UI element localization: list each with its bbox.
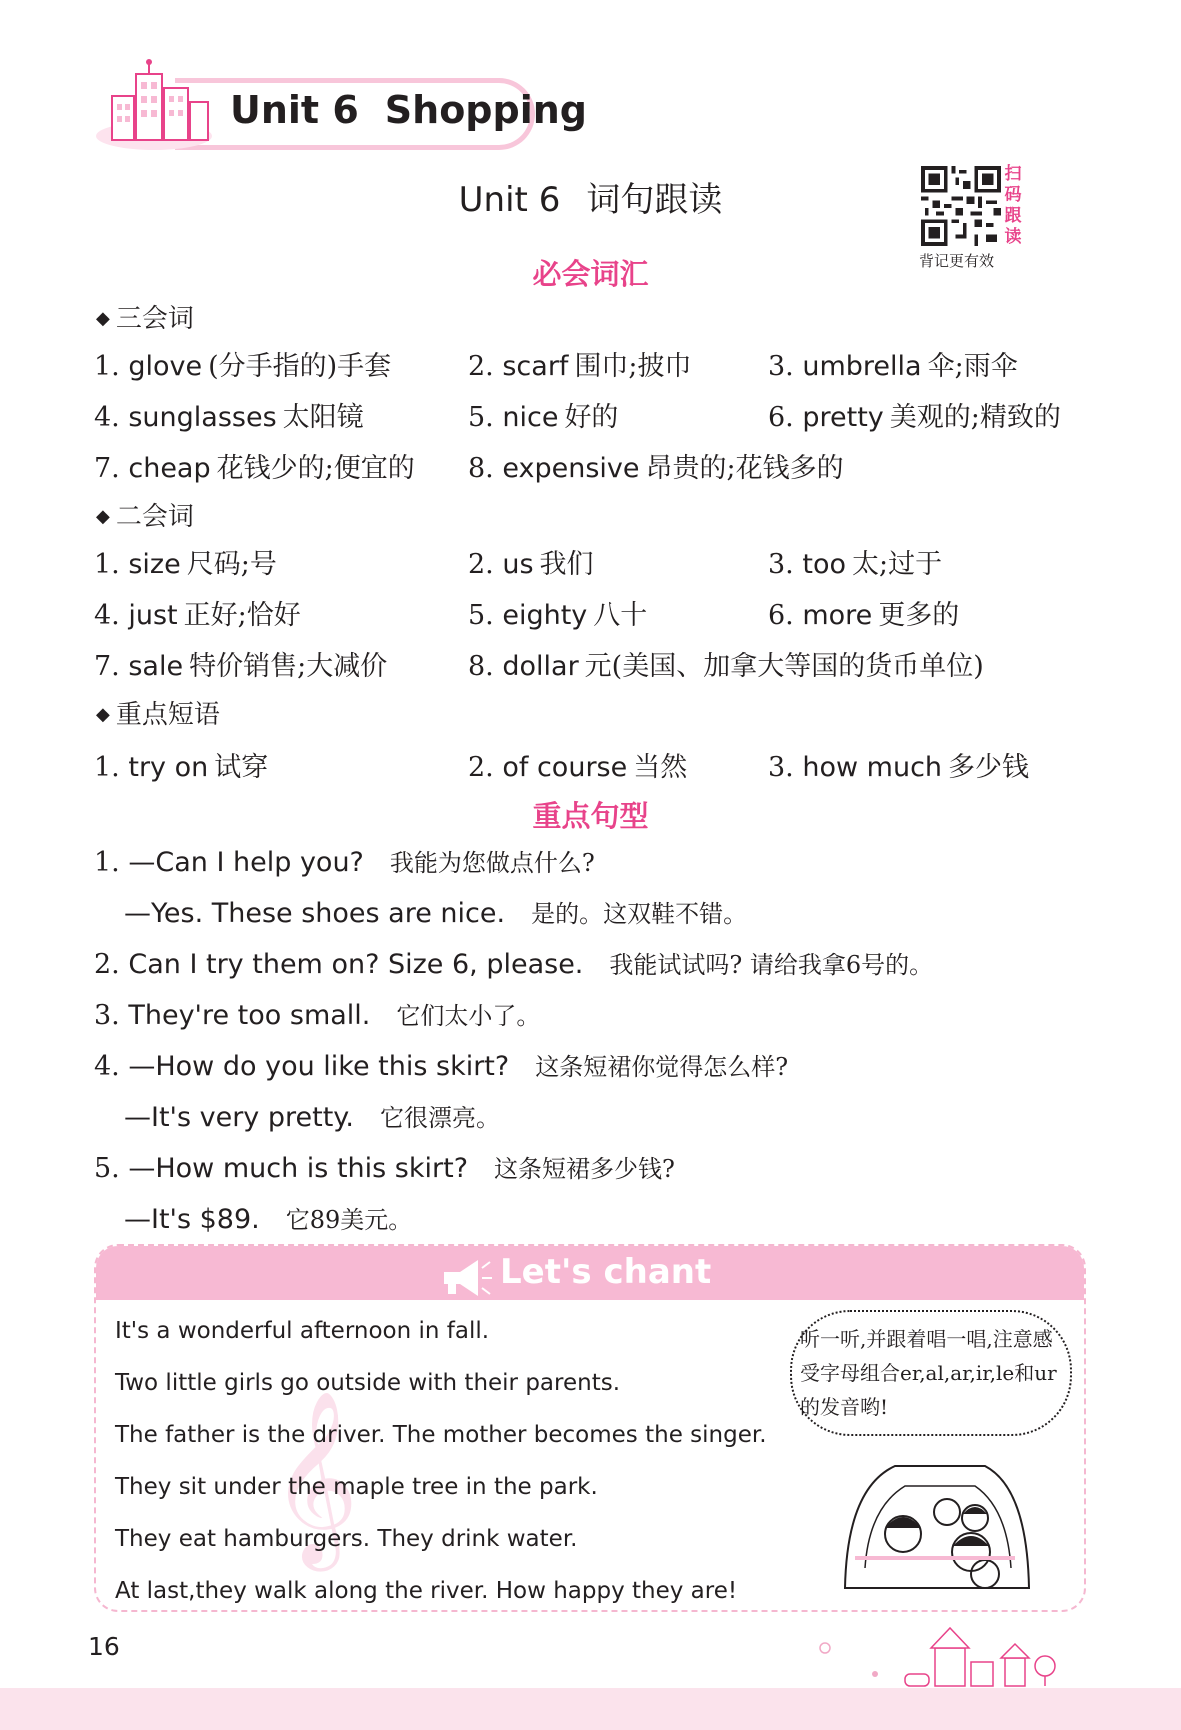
- item-word: of course: [502, 752, 628, 783]
- chant-line: They sit under the maple tree in the park.: [115, 1474, 598, 1500]
- item-meaning: 特价销售;大减价: [189, 651, 388, 682]
- sentence-line: [94, 945, 933, 980]
- item-word: pretty: [802, 402, 884, 433]
- sentence-en: Can I try them on? Size 6, please.: [128, 949, 584, 980]
- item-number: 6.: [768, 402, 794, 433]
- item-word: eighty: [502, 600, 588, 631]
- vocab-item: [768, 344, 1018, 383]
- item-number: 1.: [94, 549, 120, 580]
- vocab-item: [94, 446, 415, 485]
- sentence-en: They're too small.: [128, 1000, 371, 1031]
- item-meaning: 更多的: [878, 600, 960, 631]
- vocab-item: [468, 644, 984, 683]
- vocab-item: [94, 542, 277, 581]
- item-word: just: [128, 600, 178, 631]
- item-word: sale: [128, 651, 184, 682]
- vocab-item: [94, 745, 268, 784]
- vocab-item: [468, 745, 687, 784]
- item-word: try on: [128, 752, 209, 783]
- item-word: size: [128, 549, 181, 580]
- item-number: 2.: [468, 752, 494, 783]
- item-meaning: 太阳镜: [282, 402, 364, 433]
- scan-label: 扫码跟读: [1004, 164, 1022, 247]
- item-number: 7.: [94, 453, 120, 484]
- item-meaning: 试穿: [214, 752, 269, 783]
- footer-band: [0, 1688, 1181, 1730]
- item-number: 3.: [768, 752, 794, 783]
- unit-label: Unit 6: [230, 88, 359, 132]
- item-meaning: 围巾;披巾: [574, 351, 692, 382]
- chant-line: They eat hamburgers. They drink water.: [115, 1526, 578, 1552]
- group-label: 三会词: [115, 304, 194, 334]
- sentences-heading: 重点句型: [532, 799, 649, 833]
- sentence-zh: 这条短裙多少钱?: [494, 1155, 675, 1183]
- item-word: nice: [502, 402, 559, 433]
- sentence-line: [124, 1200, 412, 1235]
- item-meaning: 伞;雨伞: [927, 351, 1018, 382]
- item-word: glove: [128, 351, 203, 382]
- item-meaning: 多少钱: [948, 752, 1030, 783]
- chant-line: The father is the driver. The mother becomes the singer.: [115, 1422, 767, 1448]
- sentence-number: 2.: [94, 949, 120, 980]
- sentence-zh: 它很漂亮。: [380, 1104, 501, 1132]
- vocab-item: [94, 644, 387, 683]
- vocab-item: [468, 395, 618, 434]
- item-meaning: 昂贵的;花钱多的: [645, 453, 844, 484]
- item-number: 3.: [768, 351, 794, 382]
- sentence-zh: 我能为您做点什么?: [389, 849, 595, 877]
- item-word: how much: [802, 752, 943, 783]
- item-meaning: 好的: [564, 402, 619, 433]
- chant-title: Let's chant: [500, 1252, 712, 1292]
- vocab-heading: 必会词汇: [532, 257, 649, 291]
- unit-topic: Shopping: [384, 88, 587, 132]
- item-meaning: 正好;恰好: [183, 600, 301, 631]
- item-word: expensive: [502, 453, 640, 484]
- city-buildings-icon: [92, 58, 216, 154]
- item-number: 5.: [468, 600, 494, 631]
- sentence-en: —It's very pretty.: [124, 1102, 355, 1133]
- sentence-en: —Can I help you?: [128, 847, 364, 878]
- item-meaning: 尺码;号: [186, 549, 277, 580]
- sentence-en: —How much is this skirt?: [128, 1153, 469, 1184]
- item-number: 1.: [94, 752, 120, 783]
- diamond-icon: ◆: [96, 506, 110, 527]
- vocab-item: [768, 745, 1029, 784]
- item-number: 1.: [94, 351, 120, 382]
- treble-clef-icon: 𝄞: [270, 1390, 359, 1564]
- item-number: 6.: [768, 600, 794, 631]
- item-meaning: 美观的;精致的: [889, 402, 1061, 433]
- sentence-number: 5.: [94, 1153, 120, 1184]
- item-number: 4.: [94, 402, 120, 433]
- sentence-en: —It's $89.: [124, 1204, 260, 1235]
- page-title-text: 词句跟读: [586, 180, 723, 220]
- sentence-number: 3.: [94, 1000, 120, 1031]
- sentence-number: 4.: [94, 1051, 120, 1082]
- sentence-zh: 我能试试吗? 请给我拿6号的。: [609, 951, 934, 979]
- sentence-line: [94, 843, 595, 878]
- item-number: 8.: [468, 651, 494, 682]
- vocab-item: [768, 593, 959, 632]
- item-number: 2.: [468, 351, 494, 382]
- item-meaning: 当然: [633, 752, 688, 783]
- sentence-line: [94, 1047, 788, 1082]
- item-word: dollar: [502, 651, 579, 682]
- town-decoration-icon: [815, 1618, 1075, 1688]
- item-word: scarf: [502, 351, 569, 382]
- sentence-zh: 这条短裙你觉得怎么样?: [535, 1053, 789, 1081]
- group-label: 重点短语: [115, 700, 220, 730]
- item-meaning: 花钱少的;便宜的: [216, 453, 415, 484]
- item-meaning: (分手指的)手套: [208, 351, 392, 382]
- sentence-line: [94, 996, 540, 1031]
- family-car-illustration: [835, 1448, 1035, 1598]
- sentence-line: [124, 1098, 500, 1133]
- page-title-unit: Unit 6: [458, 180, 561, 220]
- vocab-item: [94, 593, 301, 632]
- sentence-zh: 它89美元。: [285, 1206, 413, 1234]
- item-meaning: 我们: [539, 549, 594, 580]
- item-meaning: 元(美国、加拿大等国的货币单位): [584, 651, 984, 682]
- item-word: umbrella: [802, 351, 922, 382]
- megaphone-icon: [438, 1256, 494, 1300]
- item-word: more: [802, 600, 873, 631]
- group-label: 二会词: [115, 502, 194, 532]
- vocab-item: [468, 344, 692, 383]
- item-word: too: [802, 549, 846, 580]
- item-word: us: [502, 549, 534, 580]
- item-meaning: 八十: [593, 600, 648, 631]
- group-heading-3: [96, 694, 220, 731]
- vocab-item: [468, 593, 647, 632]
- vocab-item: [468, 542, 594, 581]
- sentence-line: [124, 894, 747, 929]
- item-number: 4.: [94, 600, 120, 631]
- item-number: 5.: [468, 402, 494, 433]
- unit-header: [230, 88, 587, 132]
- chant-line: Two little girls go outside with their parents.: [115, 1370, 621, 1396]
- vocab-item: [94, 395, 364, 434]
- vocab-item: [468, 446, 844, 485]
- bubble-text: 听一听,并跟着唱一唱,注意感受字母组合er,al,ar,ir,le和ur的发音哟!: [800, 1327, 1057, 1419]
- sentence-zh: 是的。这双鞋不错。: [531, 900, 748, 928]
- diamond-icon: ◆: [96, 704, 110, 725]
- page-number: 16: [88, 1632, 120, 1661]
- sentence-zh: 它们太小了。: [396, 1002, 541, 1030]
- vocab-item: [768, 542, 942, 581]
- group-heading-1: [96, 298, 194, 335]
- group-heading-2: [96, 496, 194, 533]
- sentence-line: [94, 1149, 675, 1184]
- item-number: 2.: [468, 549, 494, 580]
- item-number: 3.: [768, 549, 794, 580]
- item-word: sunglasses: [128, 402, 277, 433]
- qr-note: 背记更有效: [919, 252, 995, 270]
- qr-code-icon[interactable]: [921, 166, 1001, 246]
- item-number: 8.: [468, 453, 494, 484]
- vocab-item: [768, 395, 1061, 434]
- chant-line: At last,they walk along the river. How happy they are!: [115, 1578, 738, 1604]
- sentence-number: 1.: [94, 847, 120, 878]
- item-word: cheap: [128, 453, 211, 484]
- sentence-en: —How do you like this skirt?: [128, 1051, 510, 1082]
- diamond-icon: ◆: [96, 308, 110, 329]
- chant-line: It's a wonderful afternoon in fall.: [115, 1318, 490, 1344]
- item-number: 7.: [94, 651, 120, 682]
- sentence-en: —Yes. These shoes are nice.: [124, 898, 506, 929]
- item-meaning: 太;过于: [851, 549, 943, 580]
- vocab-item: [94, 344, 391, 383]
